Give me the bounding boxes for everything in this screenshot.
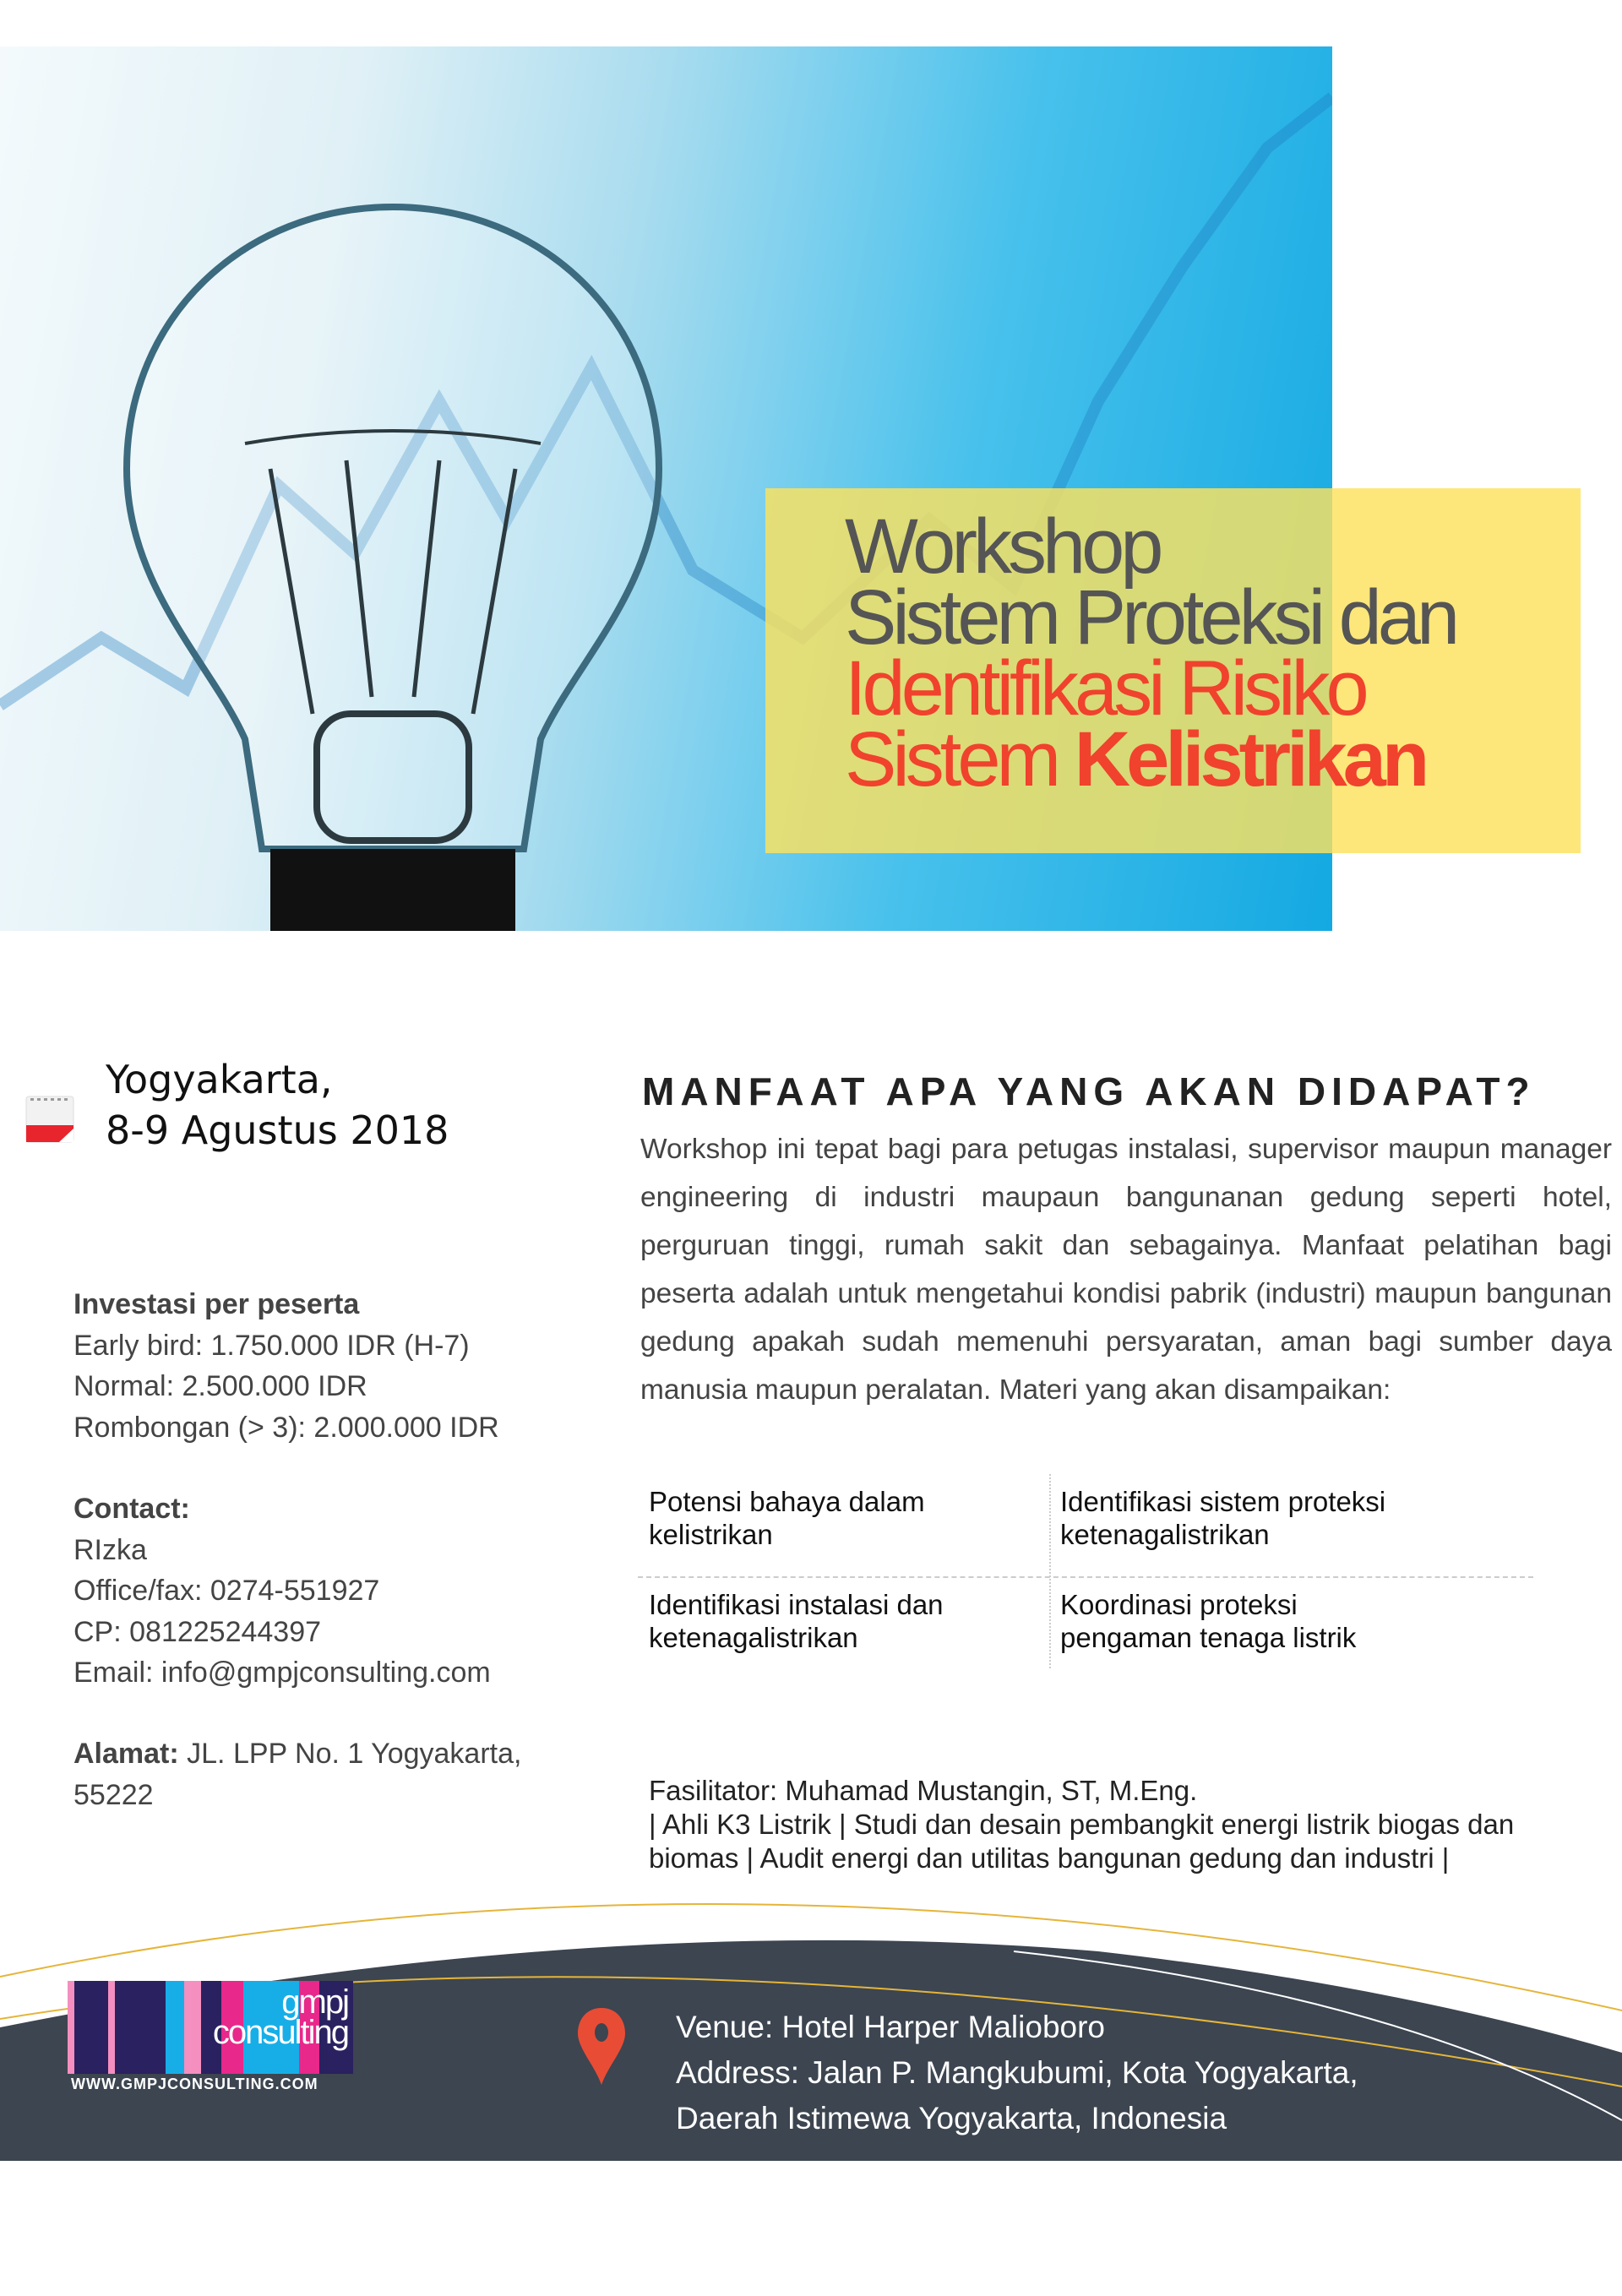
benefits-paragraph: Workshop ini tepat bagi para petugas instalasi, supervisor maupun manager engineering di industri maupaun bangunanan gedung seperti hotel, perguruan tinggi, rumah sakit dan sebagainya. Manfaat pelatihan bagi peserta adalah untuk mengetahui kondisi pabrik (industri) maupun bangunan gedung apakah sudah memenuhi persyaratan, aman bagi sumber daya manusia maupun peralatan. Materi yang akan disampaikan: <box>640 1134 1612 1406</box>
contact-phone: CP: 081225244397 <box>73 1615 322 1648</box>
topic-item: Potensi bahaya dalam kelistrikan <box>649 1486 925 1550</box>
address-section <box>73 1733 580 1815</box>
calendar-icon <box>25 1095 74 1144</box>
event-date <box>106 1054 449 1156</box>
facilitator-name: Fasilitator: Muhamad Mustangin, ST, M.Eng. <box>649 1775 1198 1806</box>
venue-address-line-1: Address: Jalan P. Mangkubumi, Kota Yogyakarta, <box>676 2055 1358 2090</box>
contact-section <box>73 1488 491 1694</box>
page-title <box>845 503 1456 803</box>
venue-address-line-2: Daerah Istimewa Yogyakarta, Indonesia <box>676 2101 1227 2135</box>
topic-divider <box>1049 1474 1051 1668</box>
topic-item: Identifikasi instalasi dan ketenagalistrikan <box>649 1589 944 1653</box>
light-bulb-icon <box>118 190 667 931</box>
title-line-4-regular: Sistem <box>845 716 1075 803</box>
address-label: Alamat: <box>73 1738 179 1770</box>
title-line-4-bold: Kelistrikan <box>1074 716 1426 803</box>
event-city: Yogyakarta, <box>106 1057 333 1102</box>
price-group: Rombongan (> 3): 2.000.000 IDR <box>73 1411 499 1444</box>
price-normal: Normal: 2.500.000 IDR <box>73 1370 367 1402</box>
venue-info <box>676 2005 1358 2141</box>
logo-text <box>161 1983 348 2051</box>
pricing-heading: Investasi per peserta <box>73 1288 360 1320</box>
facilitator-info <box>649 1774 1595 1875</box>
pricing-section <box>73 1284 499 1448</box>
logo-line-2: consulting <box>212 2014 348 2051</box>
price-early-bird: Early bird: 1.750.000 IDR (H-7) <box>73 1329 470 1362</box>
title-line-2: Sistem Proteksi dan <box>845 574 1456 661</box>
title-line-1: Workshop <box>845 503 1160 590</box>
contact-office: Office/fax: 0274-551927 <box>73 1575 380 1607</box>
title-line-3: Identifikasi Risiko <box>845 645 1365 732</box>
topic-item: Koordinasi proteksi pengaman tenaga listrik <box>1060 1589 1357 1653</box>
benefits-heading: MANFAAT APA YANG AKAN DIDAPAT? <box>642 1069 1536 1113</box>
location-pin-icon <box>576 2006 627 2087</box>
event-date-text: 8-9 Agustus 2018 <box>106 1107 449 1153</box>
contact-name: RIzka <box>73 1533 147 1566</box>
address-value: JL. LPP No. 1 Yogyakarta, 55222 <box>73 1738 522 1811</box>
title-line-4 <box>845 716 1456 803</box>
contact-email[interactable]: Email: info@gmpjconsulting.com <box>73 1657 491 1689</box>
facilitator-credentials: | Ahli K3 Listrik | Studi dan desain pembangkit energi listrik biogas dan biomas | Audit energi dan utilitas bangunan gedung dan industri | <box>649 1809 1515 1874</box>
contact-heading: Contact: <box>73 1493 190 1525</box>
logo-line-1: gmpj <box>281 1983 348 2021</box>
venue-name: Venue: Hotel Harper Malioboro <box>676 2010 1106 2044</box>
website-link[interactable]: WWW.GMPJCONSULTING.COM <box>71 2076 318 2092</box>
topic-item: Identifikasi sistem proteksi ketenagalistrikan <box>1060 1486 1386 1550</box>
topic-divider <box>638 1576 1533 1578</box>
